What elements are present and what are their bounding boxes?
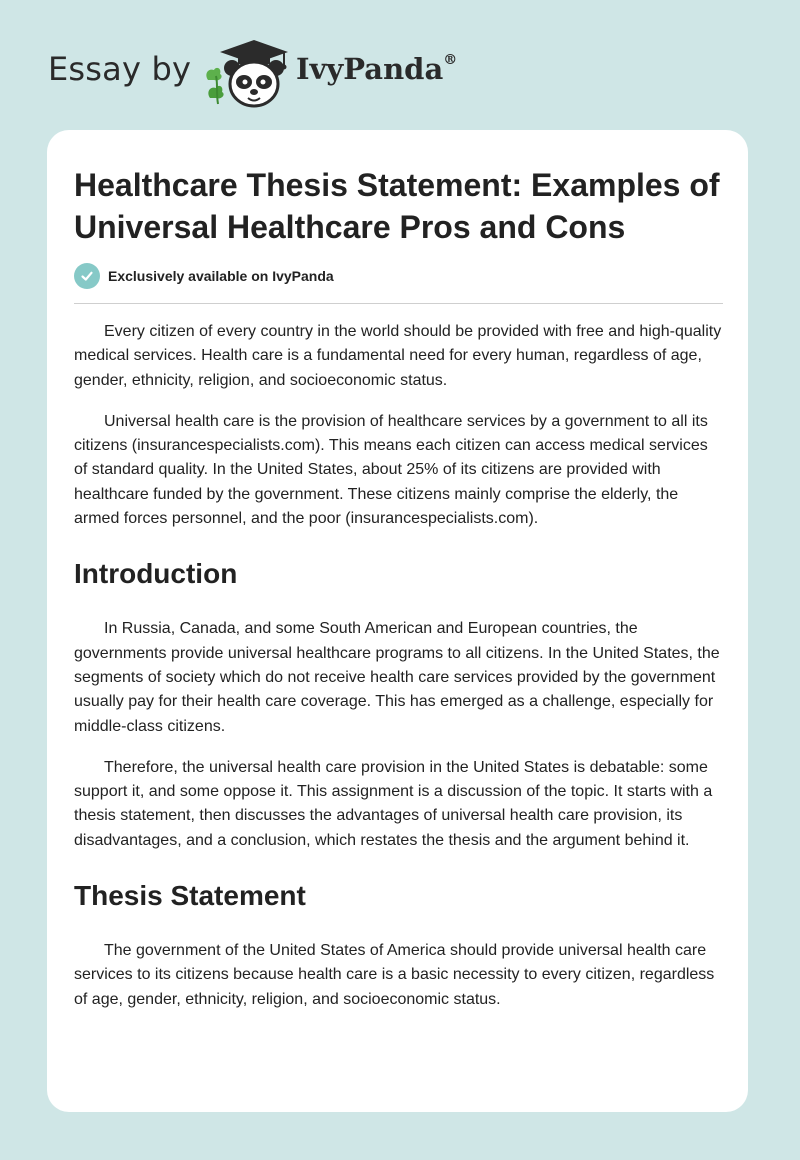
- site-header: [48, 34, 748, 114]
- title-divider: [74, 303, 723, 304]
- section-heading-thesis-statement: Thesis Statement: [74, 880, 306, 912]
- section-heading-introduction: Introduction: [74, 558, 238, 590]
- article-body: [74, 320, 724, 1029]
- intro-paragraph: Universal health care is the provision of healthcare services by a government to all its citizens (insurancespecialists.com). This means each citizen can access medical services of standard quality. In the United States, about 25% of its citizens are provided with healthcare funded by the government. These citizens mainly comprise the elderly, the armed forces personnel, and the poor (insurancespecialists.com).: [74, 412, 708, 528]
- brand-name[interactable]: [296, 52, 457, 86]
- ivypanda-logo-icon[interactable]: [202, 36, 292, 110]
- exclusive-badge-text: Exclusively available on IvyPanda: [108, 268, 334, 284]
- introduction-paragraph: In Russia, Canada, and some South American and European countries, the governments provide universal healthcare programs to all citizens. In the United States, the segments of society which do not receive health care services provided by the government usually pay for their health care coverage. This has emerged as a challenge, especially for middle-class citizens.: [74, 620, 720, 735]
- essay-by-label: Essay by: [48, 50, 192, 88]
- registered-mark: ®: [443, 52, 458, 69]
- checkmark-icon: [74, 263, 100, 289]
- introduction-paragraph: Therefore, the universal health care provision in the United States is debatable: some support it, and some oppose it. This assignment is a discussion of the topic. It starts with a thesis statement, then discusses the advantages of universal health care provision, its disadvantages, and a conclusion, which restates the thesis and the argument behind it.: [74, 758, 713, 849]
- brand-name-text: IvyPanda: [296, 52, 444, 86]
- exclusive-badge: [74, 263, 334, 289]
- intro-paragraph: Every citizen of every country in the world should be provided with free and high-quality medical services. Health care is a fundamental need for every human, regardless of age, gender, ethnicity, religion, and socioeconomic status.: [74, 323, 722, 389]
- thesis-paragraph: The government of the United States of America should provide universal health care services to its citizens because health care is a basic necessity to every citizen, regardless of age, gender, ethnicity, religion, and socioeconomic status.: [74, 942, 715, 1008]
- article-title: Healthcare Thesis Statement: Examples of Universal Healthcare Pros and Cons: [74, 167, 720, 245]
- article-card: [47, 130, 748, 1112]
